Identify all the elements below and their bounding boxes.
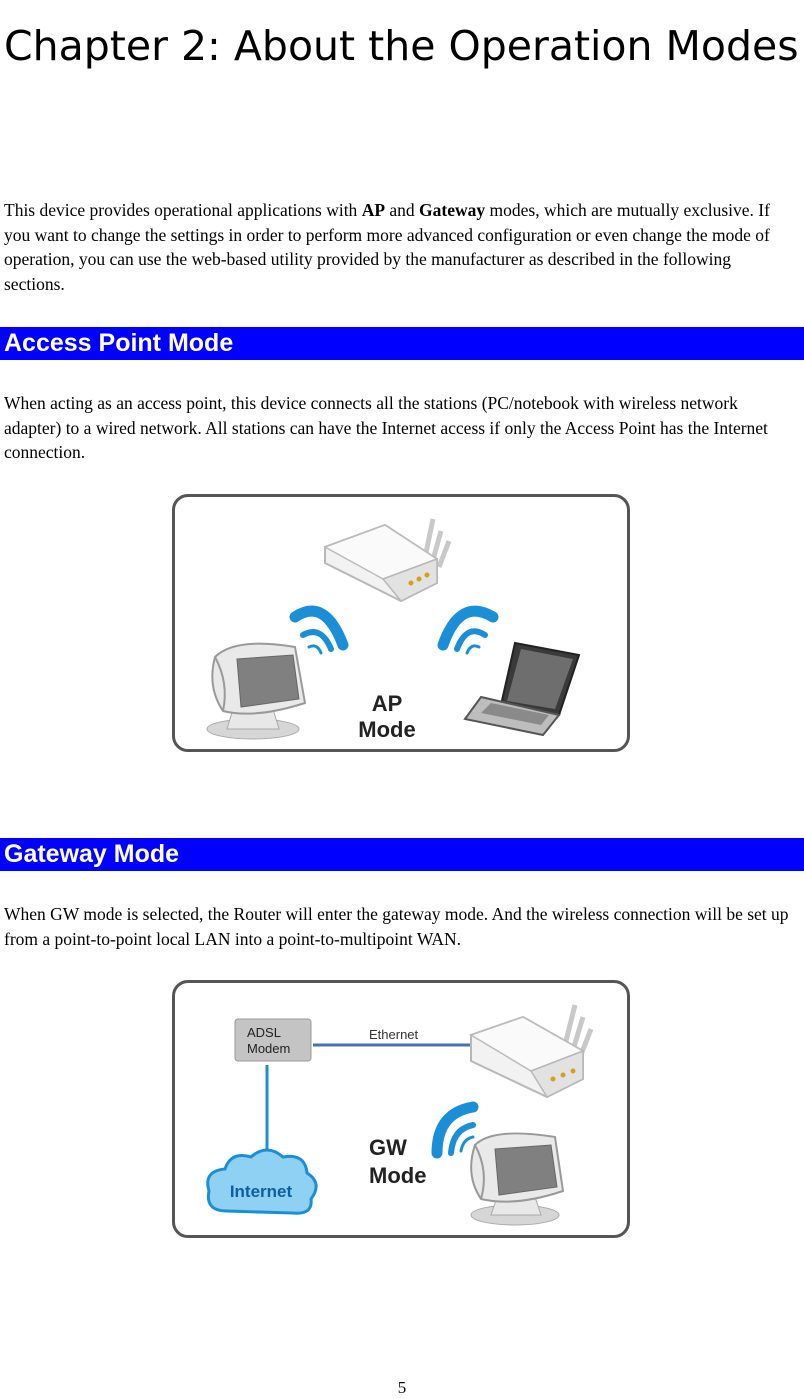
- wireless-signal-icon: [437, 1107, 473, 1153]
- intro-bold-gateway: Gateway: [419, 200, 486, 220]
- ethernet-label: Ethernet: [369, 1027, 419, 1042]
- router-icon: [471, 1005, 591, 1097]
- page-number: 5: [397, 1378, 407, 1397]
- gw-mode-illustration: [175, 983, 627, 1235]
- ap-section-heading: Access Point Mode: [0, 327, 804, 360]
- router-icon: [325, 519, 449, 601]
- ap-mode-illustration: [175, 497, 627, 749]
- ap-mode-label-line1: AP: [371, 691, 403, 716]
- gw-mode-label-line2: Mode: [369, 1163, 427, 1188]
- internet-label: Internet: [229, 1182, 293, 1201]
- gw-section-paragraph: When GW mode is selected, the Router will enter the gateway mode. And the wireless connection will be set up from a point-to-point local LAN into a point-to-multipoint WAN.: [4, 904, 789, 949]
- gw-section-heading: Gateway Mode: [0, 838, 804, 871]
- desktop-monitor-icon: [471, 1133, 563, 1225]
- desktop-monitor-icon: [207, 644, 305, 739]
- gw-mode-label-line1: GW: [369, 1135, 407, 1160]
- intro-text-2: and: [385, 200, 420, 220]
- intro-text-3: modes, which are mutually exclusive. If you want to change the settings in order to perform more advanced configuration or even change the mode of operation, you can use the web-based utility provided by the manufacturer as described in the following sections.: [4, 200, 770, 294]
- adsl-modem-icon: [235, 1019, 311, 1061]
- intro-bold-ap: AP: [361, 200, 386, 220]
- modem-label-line2: Modem: [247, 1041, 291, 1056]
- ap-mode-label-line2: Mode: [358, 717, 416, 742]
- chapter-title: Chapter 2: About the Operation Modes: [4, 22, 799, 70]
- gw-mode-figure: [172, 980, 630, 1238]
- wireless-signal-right-icon: [443, 611, 493, 653]
- intro-paragraph: [4, 198, 794, 296]
- ap-mode-figure: [172, 494, 630, 752]
- wireless-signal-left-icon: [295, 611, 343, 653]
- internet-cloud-icon: [208, 1150, 316, 1213]
- ap-section-paragraph: When acting as an access point, this device connects all the stations (PC/notebook with wireless network adapter) to a wired network. All stations can have the Internet access if only the Access Point has the Internet connection.: [4, 393, 768, 462]
- intro-text-1: This device provides operational applications with: [4, 200, 362, 220]
- modem-label-line1: ADSL: [247, 1025, 281, 1040]
- laptop-icon: [465, 643, 579, 735]
